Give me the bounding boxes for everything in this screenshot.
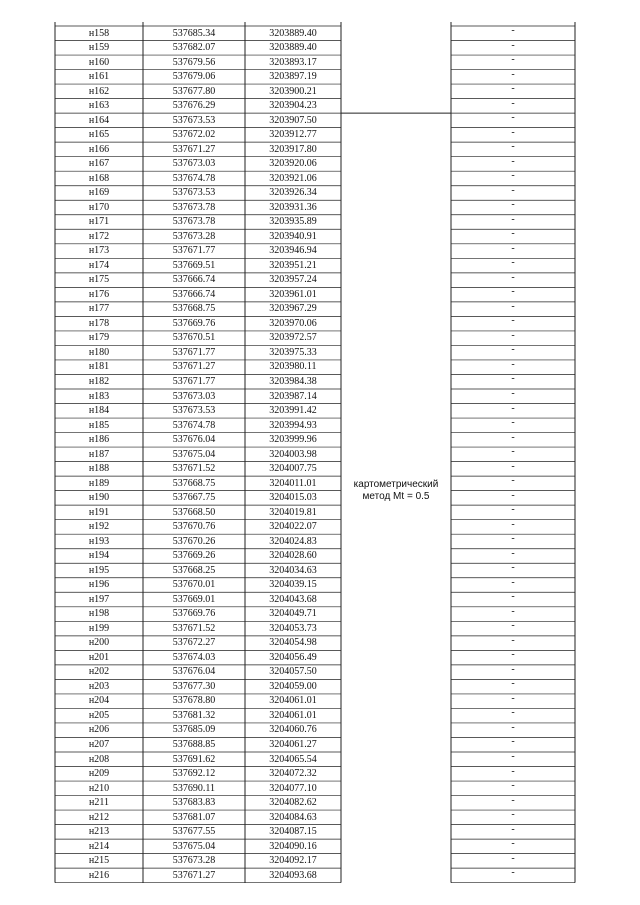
error-dash-cell: -	[511, 489, 515, 501]
error-dash-cell: -	[511, 794, 515, 806]
point-id-cell: н161	[88, 71, 110, 83]
x-coordinate-cell: 537679.06	[172, 71, 216, 83]
point-id-cell: н164	[88, 114, 110, 126]
y-coordinate-cell: 3203991.42	[269, 405, 317, 417]
point-id-cell: н182	[88, 375, 110, 387]
y-coordinate-cell: 3203980.11	[269, 361, 317, 373]
point-id-cell: н189	[88, 477, 110, 489]
point-id-cell: н211	[89, 797, 109, 809]
point-id-cell: н196	[88, 579, 110, 591]
point-id-cell: н179	[88, 332, 110, 344]
point-id-cell: н158	[88, 27, 110, 39]
y-coordinate-cell: 3203897.19	[269, 71, 317, 83]
error-dash-cell: -	[511, 402, 515, 414]
error-dash-cell: -	[511, 809, 515, 821]
y-coordinate-cell: 3204019.81	[269, 506, 317, 518]
point-id-cell: н203	[88, 680, 110, 692]
error-dash-cell: -	[511, 170, 515, 182]
x-coordinate-cell: 537678.80	[172, 695, 216, 707]
y-coordinate-cell: 3204065.54	[269, 753, 317, 765]
point-id-cell: н170	[88, 201, 110, 213]
error-dash-cell: -	[511, 867, 515, 879]
error-dash-cell: -	[511, 155, 515, 167]
x-coordinate-cell: 537673.53	[172, 405, 216, 417]
error-dash-cell: -	[511, 634, 515, 646]
error-dash-cell: -	[511, 504, 515, 516]
point-id-cell: н176	[88, 288, 110, 300]
y-coordinate-cell: 3204022.07	[269, 521, 317, 533]
x-coordinate-cell: 537674.78	[172, 419, 216, 431]
x-coordinate-cell: 537681.07	[172, 811, 216, 823]
x-coordinate-cell: 537668.50	[172, 506, 216, 518]
point-id-cell: н200	[88, 637, 110, 649]
point-id-cell: н190	[88, 492, 110, 504]
x-coordinate-cell: 537668.25	[172, 564, 216, 576]
x-coordinate-cell: 537676.04	[172, 666, 216, 678]
point-id-cell: н188	[88, 463, 110, 475]
point-id-cell: н198	[88, 608, 110, 620]
y-coordinate-cell: 3203987.14	[269, 390, 317, 402]
point-id-cell: н187	[88, 448, 110, 460]
error-dash-cell: -	[511, 533, 515, 545]
y-coordinate-cell: 3203999.96	[269, 434, 317, 446]
point-id-cell: н213	[88, 826, 110, 838]
y-coordinate-cell: 3203972.57	[269, 332, 317, 344]
point-id-cell: н201	[88, 651, 110, 663]
error-dash-cell: -	[511, 54, 515, 66]
point-id-cell: н202	[88, 666, 110, 678]
x-coordinate-cell: 537683.83	[172, 797, 216, 809]
x-coordinate-cell: 537677.30	[172, 680, 216, 692]
x-coordinate-cell: 537672.02	[172, 129, 216, 141]
point-id-cell: н207	[88, 738, 110, 750]
y-coordinate-cell: 3204084.63	[269, 811, 317, 823]
y-coordinate-cell: 3203994.93	[269, 419, 317, 431]
error-dash-cell: -	[511, 112, 515, 124]
x-coordinate-cell: 537676.29	[172, 100, 216, 112]
x-coordinate-cell: 537671.77	[172, 375, 216, 387]
error-dash-cell: -	[511, 475, 515, 487]
point-id-cell: н178	[88, 317, 110, 329]
point-id-cell: н174	[88, 259, 110, 271]
y-coordinate-cell: 3204056.49	[269, 651, 317, 663]
x-coordinate-cell: 537671.77	[172, 346, 216, 358]
y-coordinate-cell: 3204059.00	[269, 680, 317, 692]
x-coordinate-cell: 537670.26	[172, 535, 216, 547]
point-id-cell: н193	[88, 535, 110, 547]
y-coordinate-cell: 3204093.68	[269, 869, 317, 881]
y-coordinate-cell: 3203970.06	[269, 317, 317, 329]
error-dash-cell: -	[511, 591, 515, 603]
y-coordinate-cell: 3203904.23	[269, 100, 317, 112]
y-coordinate-cell: 3203917.80	[269, 143, 317, 155]
point-id-cell: н181	[88, 361, 110, 373]
point-id-cell: н175	[88, 274, 110, 286]
point-id-cell: н195	[88, 564, 110, 576]
point-id-cell: н197	[88, 593, 110, 605]
error-dash-cell: -	[511, 97, 515, 109]
y-coordinate-cell: 3204072.32	[269, 768, 317, 780]
y-coordinate-cell: 3203889.40	[269, 27, 317, 39]
point-id-cell: н173	[88, 245, 110, 257]
y-coordinate-cell: 3203921.06	[269, 172, 317, 184]
point-id-cell: н163	[88, 100, 110, 112]
y-coordinate-cell: 3204007.75	[269, 463, 317, 475]
error-dash-cell: -	[511, 823, 515, 835]
y-coordinate-cell: 3204061.01	[269, 709, 317, 721]
error-dash-cell: -	[511, 126, 515, 138]
x-coordinate-cell: 537685.34	[172, 27, 216, 39]
y-coordinate-cell: 3204015.03	[269, 492, 317, 504]
x-coordinate-cell: 537672.27	[172, 637, 216, 649]
point-id-cell: н172	[88, 230, 110, 242]
x-coordinate-cell: 537673.78	[172, 216, 216, 228]
x-coordinate-cell: 537670.01	[172, 579, 216, 591]
point-id-cell: н159	[88, 42, 110, 54]
method-note	[341, 479, 451, 503]
y-coordinate-cell: 3204034.63	[269, 564, 317, 576]
point-id-cell: н206	[88, 724, 110, 736]
x-coordinate-cell: 537670.76	[172, 521, 216, 533]
error-dash-cell: -	[511, 518, 515, 530]
method-line-1: картометрический	[353, 479, 439, 490]
y-coordinate-cell: 3203957.24	[269, 274, 317, 286]
x-coordinate-cell: 537673.53	[172, 187, 216, 199]
error-dash-cell: -	[511, 184, 515, 196]
error-dash-cell: -	[511, 242, 515, 254]
y-coordinate-cell: 3204049.71	[269, 608, 317, 620]
error-dash-cell: -	[511, 707, 515, 719]
point-id-cell: н194	[88, 550, 110, 562]
y-coordinate-cell: 3203967.29	[269, 303, 317, 315]
point-id-cell: н169	[88, 187, 110, 199]
x-coordinate-cell: 537692.12	[172, 768, 216, 780]
x-coordinate-cell: 537674.78	[172, 172, 216, 184]
x-coordinate-cell: 537668.75	[172, 477, 216, 489]
error-dash-cell: -	[511, 141, 515, 153]
y-coordinate-cell: 3203912.77	[269, 129, 317, 141]
point-id-cell: н192	[88, 521, 110, 533]
x-coordinate-cell: 537671.52	[172, 463, 216, 475]
point-id-cell: н216	[88, 869, 110, 881]
error-dash-cell: -	[511, 300, 515, 312]
error-dash-cell: -	[511, 199, 515, 211]
y-coordinate-cell: 3204082.62	[269, 797, 317, 809]
x-coordinate-cell: 537675.04	[172, 840, 216, 852]
y-coordinate-cell: 3204043.68	[269, 593, 317, 605]
x-coordinate-cell: 537673.03	[172, 158, 216, 170]
error-dash-cell: -	[511, 213, 515, 225]
y-coordinate-cell: 3203984.38	[269, 375, 317, 387]
y-coordinate-cell: 3204077.10	[269, 782, 317, 794]
x-coordinate-cell: 537666.74	[172, 274, 216, 286]
x-coordinate-cell: 537681.32	[172, 709, 216, 721]
method-line-2: метод Mt = 0.5	[362, 491, 430, 502]
error-dash-cell: -	[511, 547, 515, 559]
y-coordinate-cell: 3204024.83	[269, 535, 317, 547]
point-id-cell: н184	[88, 405, 110, 417]
y-coordinate-cell: 3204039.15	[269, 579, 317, 591]
y-coordinate-cell: 3204061.01	[269, 695, 317, 707]
point-id-cell: н205	[88, 709, 110, 721]
y-coordinate-cell: 3204060.76	[269, 724, 317, 736]
y-coordinate-cell: 3204090.16	[269, 840, 317, 852]
x-coordinate-cell: 537673.28	[172, 855, 216, 867]
x-coordinate-cell: 537671.77	[172, 245, 216, 257]
x-coordinate-cell: 537679.56	[172, 56, 216, 68]
error-dash-cell: -	[511, 39, 515, 51]
y-coordinate-cell: 3204092.17	[269, 855, 317, 867]
x-coordinate-cell: 537669.26	[172, 550, 216, 562]
point-id-cell: н191	[88, 506, 110, 518]
error-dash-cell: -	[511, 417, 515, 429]
y-coordinate-cell: 3204028.60	[269, 550, 317, 562]
point-id-cell: н212	[88, 811, 110, 823]
point-id-cell: н162	[88, 85, 110, 97]
error-dash-cell: -	[511, 780, 515, 792]
x-coordinate-cell: 537677.55	[172, 826, 216, 838]
x-coordinate-cell: 537682.07	[172, 42, 216, 54]
x-coordinate-cell: 537669.76	[172, 317, 216, 329]
x-coordinate-cell: 537669.01	[172, 593, 216, 605]
point-id-cell: н177	[88, 303, 110, 315]
error-dash-cell: -	[511, 68, 515, 80]
error-dash-cell: -	[511, 765, 515, 777]
x-coordinate-cell: 537690.11	[172, 782, 216, 794]
x-coordinate-cell: 537685.09	[172, 724, 216, 736]
y-coordinate-cell: 3203893.17	[269, 56, 317, 68]
point-id-cell: н210	[88, 782, 110, 794]
error-dash-cell: -	[511, 852, 515, 864]
y-coordinate-cell: 3204057.50	[269, 666, 317, 678]
y-coordinate-cell: 3204011.01	[269, 477, 317, 489]
x-coordinate-cell: 537671.27	[172, 361, 216, 373]
y-coordinate-cell: 3203946.94	[269, 245, 317, 257]
x-coordinate-cell: 537669.76	[172, 608, 216, 620]
x-coordinate-cell: 537666.74	[172, 288, 216, 300]
point-id-cell: н186	[88, 434, 110, 446]
y-coordinate-cell: 3203975.33	[269, 346, 317, 358]
point-id-cell: н214	[88, 840, 110, 852]
point-id-cell: н160	[88, 56, 110, 68]
error-dash-cell: -	[511, 678, 515, 690]
point-id-cell: н208	[88, 753, 110, 765]
x-coordinate-cell: 537668.75	[172, 303, 216, 315]
error-dash-cell: -	[511, 721, 515, 733]
error-dash-cell: -	[511, 736, 515, 748]
error-dash-cell: -	[511, 692, 515, 704]
error-dash-cell: -	[511, 25, 515, 36]
y-coordinate-cell: 3203940.91	[269, 230, 317, 242]
x-coordinate-cell: 537671.27	[172, 143, 216, 155]
error-dash-cell: -	[511, 751, 515, 762]
point-id-cell: н168	[88, 172, 110, 184]
error-dash-cell: -	[511, 271, 515, 283]
point-id-cell: н183	[88, 390, 110, 402]
error-dash-cell: -	[511, 315, 515, 327]
y-coordinate-cell: 3203931.36	[269, 201, 317, 213]
y-coordinate-cell: 3203926.34	[269, 187, 317, 199]
error-dash-cell: -	[511, 605, 515, 617]
y-coordinate-cell: 3203961.01	[269, 288, 317, 300]
point-id-cell: н167	[88, 158, 110, 170]
x-coordinate-cell: 537673.03	[172, 390, 216, 402]
error-dash-cell: -	[511, 257, 515, 269]
point-id-cell: н215	[88, 855, 110, 867]
x-coordinate-cell: 537691.62	[172, 753, 216, 765]
x-coordinate-cell: 537675.04	[172, 448, 216, 460]
point-id-cell: н166	[88, 143, 110, 155]
x-coordinate-cell: 537669.51	[172, 259, 216, 271]
x-coordinate-cell: 537671.52	[172, 622, 216, 634]
y-coordinate-cell: 3204053.73	[269, 622, 317, 634]
x-coordinate-cell: 537667.75	[172, 492, 216, 504]
error-dash-cell: -	[511, 373, 515, 385]
error-dash-cell: -	[511, 446, 515, 458]
y-coordinate-cell: 3203907.50	[269, 114, 317, 126]
x-coordinate-cell: 537671.27	[172, 869, 216, 881]
error-dash-cell: -	[511, 562, 515, 574]
y-coordinate-cell: 3203935.89	[269, 216, 317, 228]
error-dash-cell: -	[511, 838, 515, 850]
y-coordinate-cell: 3203889.40	[269, 42, 317, 54]
y-coordinate-cell: 3203900.21	[269, 85, 317, 97]
error-dash-cell: -	[511, 286, 515, 298]
error-dash-cell: -	[511, 358, 515, 370]
y-coordinate-cell: 3203920.06	[269, 158, 317, 170]
y-coordinate-cell: 3204061.27	[269, 738, 317, 750]
y-coordinate-cell: 3204054.98	[269, 637, 317, 649]
point-id-cell: н209	[88, 768, 110, 780]
x-coordinate-cell: 537673.78	[172, 201, 216, 213]
x-coordinate-cell: 537673.53	[172, 114, 216, 126]
error-dash-cell: -	[511, 663, 515, 675]
y-coordinate-cell: 3204087.15	[269, 826, 317, 838]
y-coordinate-cell: 3204003.98	[269, 448, 317, 460]
point-id-cell: н165	[88, 129, 110, 141]
error-dash-cell: -	[511, 344, 515, 356]
point-id-cell: н180	[88, 346, 110, 358]
error-dash-cell: -	[511, 388, 515, 399]
point-id-cell: н199	[88, 622, 110, 634]
error-dash-cell: -	[511, 431, 515, 443]
error-dash-cell: -	[511, 329, 515, 341]
x-coordinate-cell: 537688.85	[172, 738, 216, 750]
y-coordinate-cell: 3203951.21	[269, 259, 317, 271]
point-id-cell: н185	[88, 419, 110, 431]
error-dash-cell: -	[511, 228, 515, 240]
point-id-cell: н171	[88, 216, 110, 228]
x-coordinate-cell: 537677.80	[172, 85, 216, 97]
error-dash-cell: -	[511, 460, 515, 472]
error-dash-cell: -	[511, 620, 515, 632]
x-coordinate-cell: 537676.04	[172, 434, 216, 446]
error-dash-cell: -	[511, 649, 515, 661]
error-dash-cell: -	[511, 83, 515, 95]
x-coordinate-cell: 537670.51	[172, 332, 216, 344]
x-coordinate-cell: 537673.28	[172, 230, 216, 242]
error-dash-cell: -	[511, 576, 515, 588]
x-coordinate-cell: 537674.03	[172, 651, 216, 663]
point-id-cell: н204	[88, 695, 110, 707]
